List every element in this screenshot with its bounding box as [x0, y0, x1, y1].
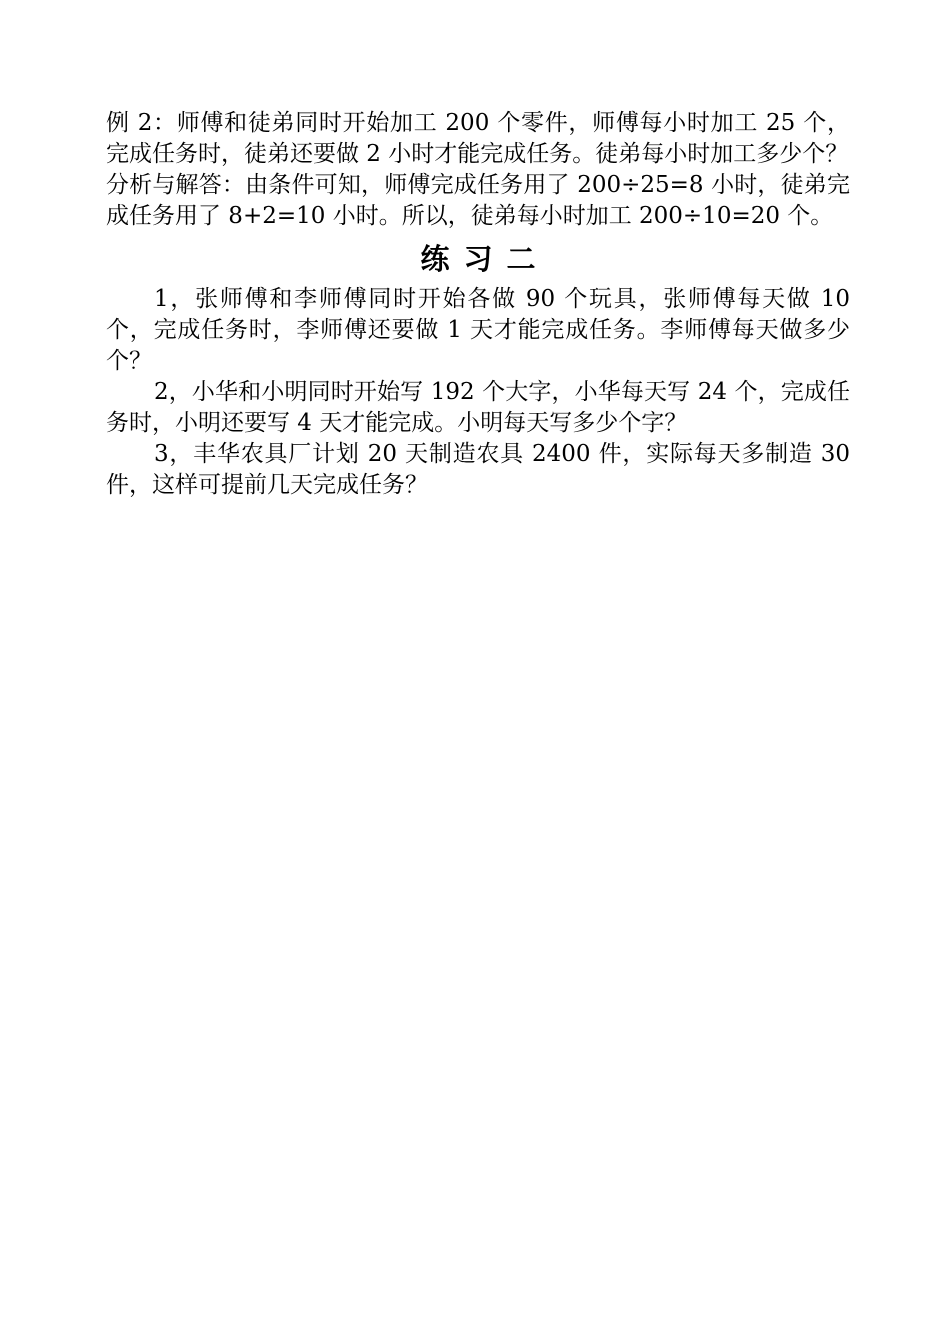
example-question: 例 2：师傅和徒弟同时开始加工 200 个零件，师傅每小时加工 25 个，完成任务时，徒弟还要做 2 小时才能完成任务。徒弟每小时加工多少个？ [106, 110, 850, 167]
exercise-title: 练习二 [420, 242, 550, 276]
example-analysis: 分析与解答：由条件可知，师傅完成任务用了 200÷25=8 小时，徒弟完成任务用了 8+2=10 小时。所以，徒弟每小时加工 200÷10=20 个。 [106, 172, 850, 229]
document-page [106, 108, 850, 501]
exercise-problem-3: 3，丰华农具厂计划 20 天制造农具 2400 件，实际每天多制造 30 件，这样可提前几天完成任务？ [106, 441, 850, 498]
exercise-problem-1: 1，张师傅和李师傅同时开始各做 90 个玩具，张师傅每天做 10 个，完成任务时，李师傅还要做 1 天才能完成任务。李师傅每天做多少个？ [106, 286, 850, 374]
exercise-problem-2: 2，小华和小明同时开始写 192 个大字，小华每天写 24 个，完成任务时，小明还要写 4 天才能完成。小明每天写多少个字？ [106, 379, 850, 436]
